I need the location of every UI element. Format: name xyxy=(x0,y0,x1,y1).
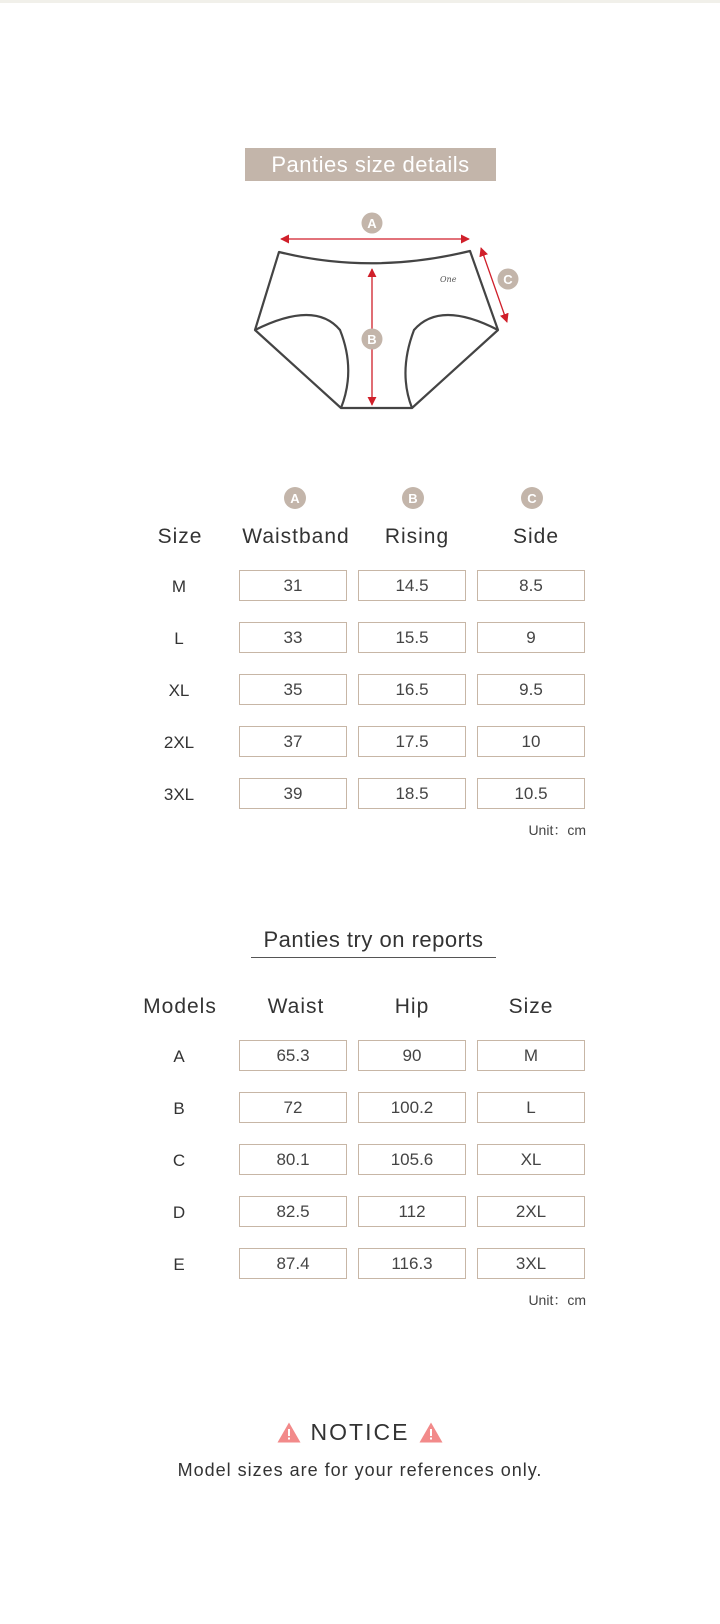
table-cell: 33 xyxy=(239,622,347,653)
try-on-title: Panties try on reports xyxy=(251,927,496,958)
table-cell: 112 xyxy=(358,1196,466,1227)
table-cell: 8.5 xyxy=(477,570,585,601)
table-cell: L xyxy=(477,1092,585,1123)
row-label: E xyxy=(173,1255,185,1274)
row-label: B xyxy=(173,1099,185,1118)
table-cell: 87.4 xyxy=(239,1248,347,1279)
table-cell: XL xyxy=(477,1144,585,1175)
notice-text: Model sizes are for your references only. xyxy=(177,1460,543,1480)
diagram-badge-a: A xyxy=(367,216,377,231)
table-cell: 37 xyxy=(239,726,347,757)
try-on-unit-label: Unit：cm xyxy=(528,1292,586,1308)
table-cell: 17.5 xyxy=(358,726,466,757)
table-cell: 90 xyxy=(358,1040,466,1071)
table-cell: 9 xyxy=(477,622,585,653)
table-cell: 14.5 xyxy=(358,570,466,601)
column-badge-a: A xyxy=(284,487,306,509)
row-label: 2XL xyxy=(163,733,195,752)
row-label: D xyxy=(172,1203,186,1222)
table-cell: 116.3 xyxy=(358,1248,466,1279)
side-header: Side xyxy=(512,525,560,548)
table-cell: 18.5 xyxy=(358,778,466,809)
table-cell: 10 xyxy=(477,726,585,757)
table-cell: 10.5 xyxy=(477,778,585,809)
left-leg-opening xyxy=(255,315,348,408)
waist-header: Waist xyxy=(267,995,325,1018)
row-label: 3XL xyxy=(163,785,195,804)
panties-outline xyxy=(255,251,498,408)
waistband-header: Waistband xyxy=(242,525,350,548)
row-label: M xyxy=(171,577,187,596)
column-badge-c: C xyxy=(521,487,543,509)
row-label: C xyxy=(172,1151,186,1170)
rising-header: Rising xyxy=(384,525,450,548)
notice-heading xyxy=(0,1419,720,1446)
table-cell: 9.5 xyxy=(477,674,585,705)
models-header: Models xyxy=(143,995,217,1018)
table-cell: 82.5 xyxy=(239,1196,347,1227)
table-cell: 2XL xyxy=(477,1196,585,1227)
right-leg-opening xyxy=(405,315,498,408)
panties-diagram xyxy=(0,0,720,430)
row-label: A xyxy=(173,1047,185,1066)
table-cell: 35 xyxy=(239,674,347,705)
warning-triangle-icon xyxy=(419,1422,443,1443)
table-cell: 65.3 xyxy=(239,1040,347,1071)
table-cell: 80.1 xyxy=(239,1144,347,1175)
notice-title: NOTICE xyxy=(310,1419,410,1445)
table-cell: 100.2 xyxy=(358,1092,466,1123)
column-badge-b: B xyxy=(402,487,424,509)
diagram-badge-c: C xyxy=(503,272,513,287)
diagram-badge-b: B xyxy=(367,332,377,347)
table-cell: 39 xyxy=(239,778,347,809)
row-label: L xyxy=(174,629,184,648)
table-cell: M xyxy=(477,1040,585,1071)
hip-header: Hip xyxy=(394,995,430,1018)
table-cell: 3XL xyxy=(477,1248,585,1279)
size-details-title: Panties size details xyxy=(245,148,496,181)
model-size-header: Size xyxy=(508,995,554,1018)
size-header: Size xyxy=(157,525,203,548)
table-cell: 15.5 xyxy=(358,622,466,653)
table-cell: 31 xyxy=(239,570,347,601)
table-cell: 72 xyxy=(239,1092,347,1123)
row-label: XL xyxy=(168,681,190,700)
brand-mark: One xyxy=(440,275,457,284)
warning-triangle-icon xyxy=(277,1422,301,1443)
table-cell: 16.5 xyxy=(358,674,466,705)
table-cell: 105.6 xyxy=(358,1144,466,1175)
size-unit-label: Unit：cm xyxy=(528,822,586,838)
